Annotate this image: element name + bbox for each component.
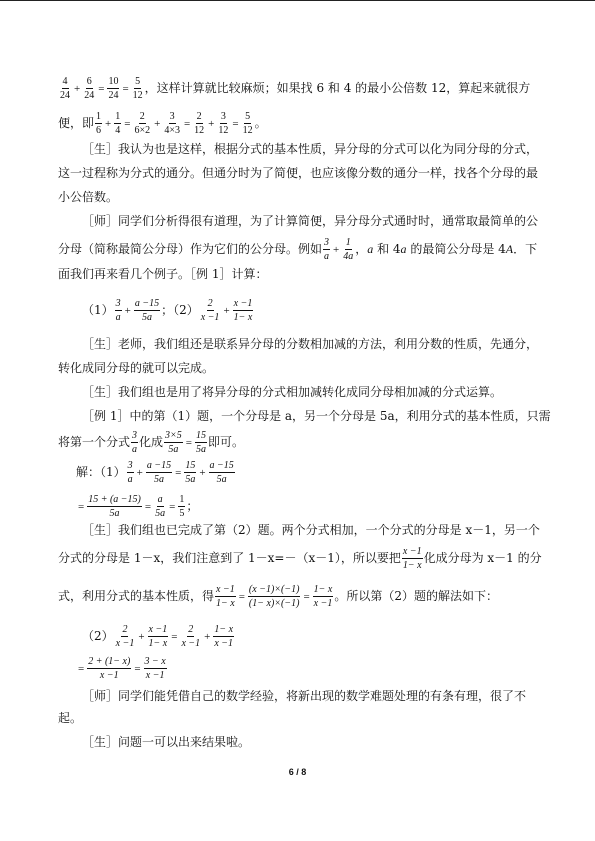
student-paragraph-line: 分式的分母是 1－x，我们注意到了 1－x=－（x－1），所以要把 $\frac{x -1}{1- x}$ 化成分母为 x－1 的分 [58,546,542,571]
fraction: $\frac{2}{x -1}$ [200,298,220,323]
fraction: $\frac{3}{a}$ [127,460,133,485]
fraction: $\frac{5}{12}$ [132,76,143,101]
student-paragraph-line: 小公倍数。 [58,190,119,204]
fraction: $\frac{1}{4a}$ [343,237,354,262]
solution-line: = $\frac{2 + (1- x)}{x -1}$ = $\frac{3 - x}{x -1}$ [78,656,166,681]
student-paragraph-line: 转化成同分母的就可以完成。 [58,361,215,375]
page-number: 6 / 8 [288,767,307,777]
fraction: $\frac{15}{5a}$ [185,460,196,485]
fraction: $\frac{2}{6\times 2}$ [134,111,151,136]
student-paragraph-line: ［生］我们组也是用了将异分母的分式相加减转化成同分母相加减的分式运算。 [82,385,503,399]
page-top-rule [0,0,595,1]
solution-line: = $\frac{15 + (a -15)}{5a}$ = $\frac{a}{5a}$ = $\frac{1}{5}$ ； [78,494,199,519]
student-paragraph-line: ［生］我认为也是这样，根据分式的基本性质，异分母的分式可以化为同分母的分式， [82,142,539,156]
fraction: $\frac{2}{x -1}$ [181,624,201,649]
fraction: $\frac{1- x}{x -1}$ [313,584,333,609]
fraction: $\frac{1}{6}$ [96,111,102,136]
teacher-paragraph-line: ［师］同学们分析得很有道理，为了计算简便，异分母分式通时时，通常取最简单的公 [82,214,539,228]
solution-line: （2） $\frac{2}{x -1}$ + $\frac{x -1}{1- x}$ = $\frac{2}{x -1}$ + $\frac{1- x}{x -1}$ [82,624,234,649]
student-paragraph-line: 这一过程称为分式的通分。但通分时为了简便，也应该像分数的通分一样，找各个分母的最 [58,166,539,180]
fraction: $\frac{2}{x -1}$ [115,624,135,649]
student-paragraph-line: ［生］问题一可以出来结果啦。 [82,735,251,749]
student-paragraph-line: ［生］我们组也已完成了第（2）题。两个分式相加，一个分式的分母是 x－1，另一个 [82,523,540,537]
fraction: $\frac{4}{24}$ [60,76,70,101]
solution-line: 解：（1） $\frac{3}{a}$ + $\frac{a -15}{5a}$ = $\frac{15}{5a}$ + $\frac{a -15}{5a}$ [76,460,234,485]
example-expression: （1） $\frac{3}{a}$ + $\frac{a -15}{5a}$ ；（2） $\frac{2}{x -1}$ + $\frac{x -1}{1- x}$ [82,298,253,323]
fraction: $\frac{5}{12}$ [242,111,253,136]
fraction: $\frac{(x -1)\times(-1)}{(1- x)\times(-1)}$ [248,584,300,609]
fraction: $\frac{10}{24}$ [108,76,119,101]
explanation-line: 将第一个分式 $\frac{3}{a}$ 化成 $\frac{3\times 5}{5a}$ = $\frac{15}{5a}$ 即可。 [58,430,245,455]
fraction: $\frac{a -15}{5a}$ [134,298,160,323]
fraction: $\frac{2}{12}$ [194,111,205,136]
fraction: $\frac{6}{24}$ [84,76,95,101]
fraction: $\frac{3}{a}$ [132,430,138,455]
fraction: $\frac{1- x}{x -1}$ [214,624,234,649]
fraction: $\frac{x -1}{1- x}$ [216,584,235,609]
fraction: $\frac{3\times 5}{5a}$ [165,430,182,455]
fraction: $\frac{15 + (a -15)}{5a}$ [88,494,141,519]
teacher-paragraph-line: 分母（简称最简公分母）作为它们的公分母。例如 $\frac{3}{a}$ + $\frac{1}{4a}$ ，a 和 4a 的最简公分母是 4A．下 [58,237,538,262]
fraction: $\frac{a -15}{5a}$ [209,460,234,485]
student-paragraph-line: ［生］老师，我们组还是联系异分母的分数相加减的方法，利用分数的性质，先通分， [82,337,539,351]
explanation-line: ［例 1］中的第（1）题，一个分母是 a，另一个分母是 5a，利用分式的基本性质，只需 [82,409,551,423]
student-paragraph-line: 式，利用分式的基本性质，得 $\frac{x -1}{1- x}$ = $\frac{(x -1)\times(-1)}{(1- x)\times(-1)}$ = $\frac{1- x}{x -1}$ 。所以第（2）题的解法如下： [58,584,498,609]
teacher-paragraph-line: 面我们再来看几个例子。［例 1］计算： [58,267,268,281]
fraction: $\frac{15}{5a}$ [196,430,206,455]
text-line: 便，即 $\frac{1}{6}$ + $\frac{1}{4}$ = $\frac{2}{6\times 2}$ + $\frac{3}{4\times 3}$ = $\frac{2}{12}$ + $\frac{3}{12}$ = $\frac{5}{12}$ 。 [58,111,267,136]
fraction: $\frac{1}{5}$ [179,494,185,519]
fraction: $\frac{x -1}{1- x}$ [402,546,422,571]
teacher-paragraph-line: 起。 [58,711,83,725]
fraction: $\frac{x -1}{1- x}$ [148,624,168,649]
fraction: $\frac{2 + (1- x)}{x -1}$ [88,656,131,681]
fraction: $\frac{x -1}{1- x}$ [233,298,253,323]
fraction: $\frac{a -15}{5a}$ [146,460,172,485]
teacher-paragraph-line: ［师］同学们能凭借自己的数学经验，将新出现的数学难题处理的有条有理，很了不 [82,689,527,703]
fraction: $\frac{a}{5a}$ [155,494,166,519]
fraction: $\frac{3 - x}{x -1}$ [144,656,166,681]
fraction: $\frac{3}{a}$ [324,237,330,262]
text-line: $\frac{4}{24}$ + $\frac{6}{24}$ = $\frac{10}{24}$ = $\frac{5}{12}$ ，这样计算就比较麻烦；如果找 6 和 4 的最小公倍数 12，算起来就很方 [60,76,531,101]
fraction: $\frac{1}{4}$ [115,111,121,136]
fraction: $\frac{3}{a}$ [115,298,121,323]
fraction: $\frac{3}{4\times 3}$ [164,111,180,136]
fraction: $\frac{3}{12}$ [218,111,229,136]
